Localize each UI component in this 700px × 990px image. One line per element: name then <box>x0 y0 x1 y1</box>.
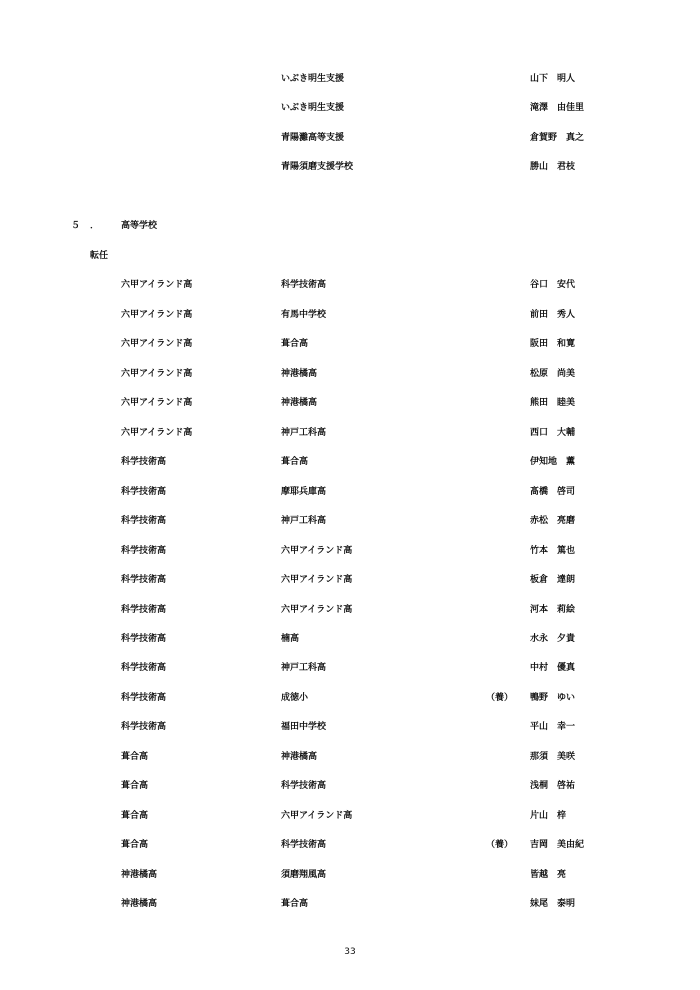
teacher-name: 那須 美咲 <box>530 752 576 762</box>
origin-school: 葺合高 <box>121 781 149 791</box>
teacher-name: 松原 尚美 <box>530 369 576 379</box>
page-number: 33 <box>344 947 356 957</box>
teacher-name: 山下 明人 <box>530 74 576 84</box>
destination-school: 成徳小 <box>281 693 309 703</box>
table-row <box>0 779 700 793</box>
table-row <box>0 485 700 499</box>
destination-school: 神港橘高 <box>281 752 318 762</box>
origin-school: 葺合高 <box>121 840 149 850</box>
teacher-name: 赤松 亮磨 <box>530 516 576 526</box>
teacher-name: 吉岡 美由紀 <box>530 840 585 850</box>
teacher-name: 熊田 睦美 <box>530 398 576 408</box>
table-row <box>0 337 700 351</box>
table-row <box>0 750 700 764</box>
table-row <box>0 809 700 823</box>
destination-school: いぶき明生支援 <box>281 103 345 113</box>
destination-school: 須磨翔風高 <box>281 870 327 880</box>
role-note: （養） <box>486 840 514 850</box>
origin-school: 葺合高 <box>121 811 149 821</box>
teacher-name: 板倉 達朗 <box>530 575 576 585</box>
sub-heading <box>0 249 700 263</box>
teacher-name: 鴨野 ゆい <box>530 693 576 703</box>
destination-school: 青陽須磨支援学校 <box>281 162 354 172</box>
table-row <box>0 278 700 292</box>
destination-school: 楠高 <box>281 634 300 644</box>
origin-school: 科学技術高 <box>121 487 167 497</box>
table-row <box>0 603 700 617</box>
section-subtitle: 転任 <box>90 251 109 261</box>
destination-school: 神港橘高 <box>281 369 318 379</box>
destination-school: 福田中学校 <box>281 722 327 732</box>
section-title: 高等学校 <box>121 221 158 231</box>
origin-school: 科学技術高 <box>121 575 167 585</box>
teacher-name: 西口 大輔 <box>530 428 576 438</box>
teacher-name: 浅桐 啓祐 <box>530 781 576 791</box>
teacher-name: 竹本 篤也 <box>530 546 576 556</box>
origin-school: 六甲アイランド高 <box>121 280 193 290</box>
table-row <box>0 396 700 410</box>
origin-school: 科学技術高 <box>121 693 167 703</box>
destination-school: 六甲アイランド高 <box>281 605 353 615</box>
teacher-name: 片山 梓 <box>530 811 567 821</box>
teacher-name: 髙橋 啓司 <box>530 487 576 497</box>
destination-school: 青陽灘高等支援 <box>281 133 345 143</box>
table-row <box>0 661 700 675</box>
teacher-name: 勝山 君枝 <box>530 162 576 172</box>
table-row <box>0 544 700 558</box>
origin-school: 科学技術高 <box>121 457 167 467</box>
table-row <box>0 426 700 440</box>
destination-school: 六甲アイランド高 <box>281 575 353 585</box>
origin-school: 科学技術高 <box>121 516 167 526</box>
list-item <box>0 131 700 145</box>
table-row <box>0 868 700 882</box>
section-number: ５ <box>71 221 81 231</box>
origin-school: 六甲アイランド高 <box>121 428 193 438</box>
table-row <box>0 573 700 587</box>
teacher-name: 平山 幸一 <box>530 722 576 732</box>
table-row <box>0 720 700 734</box>
teacher-name: 妹尾 泰明 <box>530 899 576 909</box>
table-row <box>0 632 700 646</box>
destination-school: 科学技術高 <box>281 280 327 290</box>
origin-school: 葺合高 <box>121 752 149 762</box>
list-item <box>0 101 700 115</box>
destination-school: 神港橘高 <box>281 398 318 408</box>
origin-school: 科学技術高 <box>121 722 167 732</box>
section-heading <box>0 219 700 233</box>
teacher-name: 前田 秀人 <box>530 310 576 320</box>
list-item <box>0 72 700 86</box>
destination-school: 葺合高 <box>281 339 309 349</box>
destination-school: いぶき明生支援 <box>281 74 345 84</box>
destination-school: 神戸工科高 <box>281 663 327 673</box>
table-row <box>0 691 700 705</box>
teacher-name: 倉賀野 真之 <box>530 133 585 143</box>
destination-school: 六甲アイランド高 <box>281 546 353 556</box>
destination-school: 摩耶兵庫高 <box>281 487 327 497</box>
table-row <box>0 514 700 528</box>
role-note: （養） <box>486 693 514 703</box>
teacher-name: 水永 夕貴 <box>530 634 576 644</box>
destination-school: 葺合高 <box>281 457 309 467</box>
origin-school: 神港橘高 <box>121 899 158 909</box>
destination-school: 有馬中学校 <box>281 310 327 320</box>
origin-school: 神港橘高 <box>121 870 158 880</box>
list-item <box>0 160 700 174</box>
table-row <box>0 455 700 469</box>
section-dot: ． <box>90 221 100 231</box>
teacher-name: 谷口 安代 <box>530 280 576 290</box>
origin-school: 科学技術高 <box>121 634 167 644</box>
origin-school: 科学技術高 <box>121 605 167 615</box>
origin-school: 六甲アイランド高 <box>121 369 193 379</box>
origin-school: 六甲アイランド高 <box>121 339 193 349</box>
table-row <box>0 308 700 322</box>
teacher-name: 皆越 亮 <box>530 870 567 880</box>
table-row <box>0 838 700 852</box>
origin-school: 六甲アイランド高 <box>121 398 193 408</box>
origin-school: 六甲アイランド高 <box>121 310 193 320</box>
teacher-name: 中村 優真 <box>530 663 576 673</box>
teacher-name: 伊知地 薫 <box>530 457 576 467</box>
destination-school: 神戸工科高 <box>281 428 327 438</box>
origin-school: 科学技術高 <box>121 546 167 556</box>
table-row <box>0 367 700 381</box>
teacher-name: 河本 莉絵 <box>530 605 576 615</box>
origin-school: 科学技術高 <box>121 663 167 673</box>
teacher-name: 阪田 和寛 <box>530 339 576 349</box>
table-row <box>0 897 700 911</box>
teacher-name: 滝澤 由佳里 <box>530 103 585 113</box>
destination-school: 葺合高 <box>281 899 309 909</box>
destination-school: 神戸工科高 <box>281 516 327 526</box>
destination-school: 六甲アイランド高 <box>281 811 353 821</box>
destination-school: 科学技術高 <box>281 840 327 850</box>
destination-school: 科学技術高 <box>281 781 327 791</box>
